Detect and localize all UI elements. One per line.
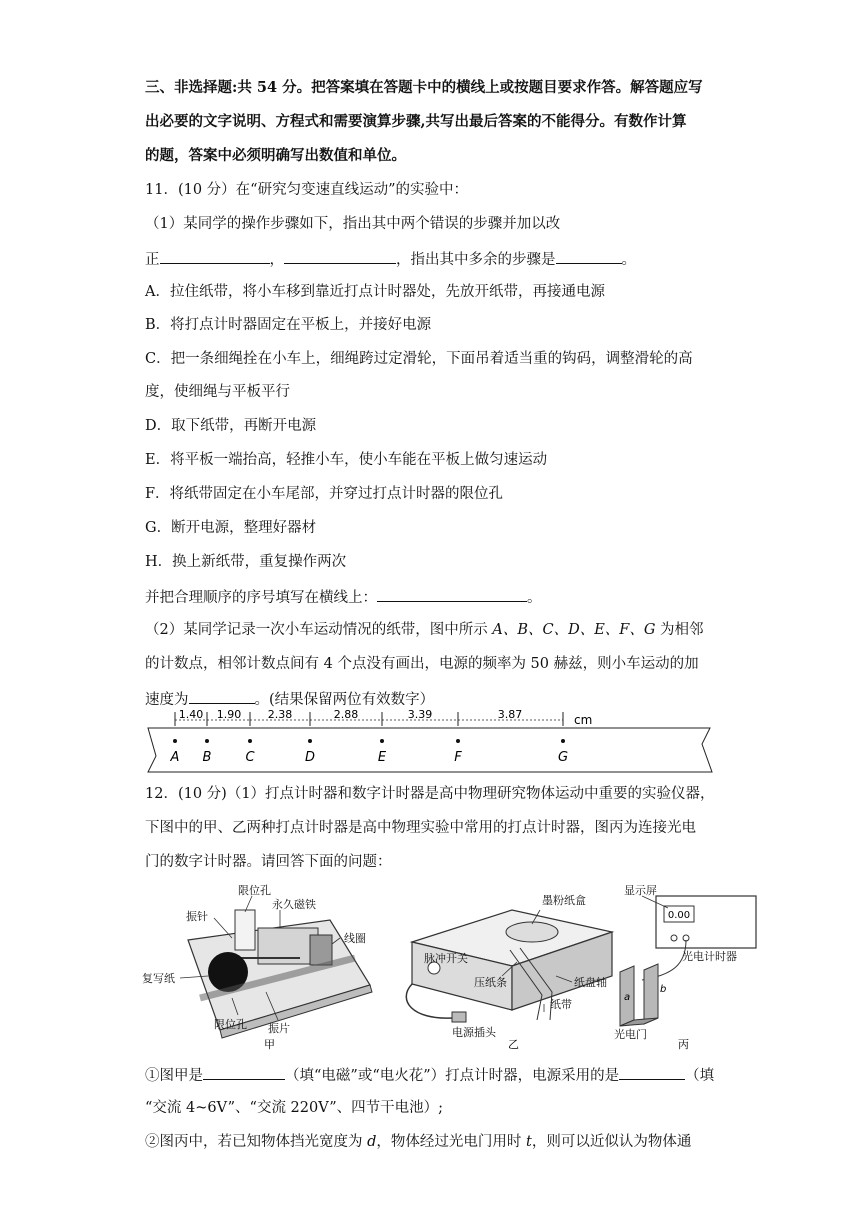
- yi-label-tape: 纸带: [550, 998, 572, 1011]
- section-instruction-line-3: 的题，答案中必须明确写出数值和单位。: [145, 147, 406, 164]
- segment-ef: 3.39: [407, 708, 433, 721]
- jia-label-coil: 线圈: [344, 932, 366, 945]
- bing-caption: 丙: [678, 1038, 689, 1050]
- segment-de: 2.88: [333, 708, 359, 721]
- q12-var-t: t: [526, 1134, 532, 1150]
- jia-label-needle: 振针: [186, 910, 208, 923]
- answer-blank-power-source[interactable]: [619, 1064, 685, 1080]
- jia-label-plate: 振片: [268, 1022, 290, 1035]
- yi-label-toner-box: 墨粉纸盒: [542, 894, 586, 907]
- q12-text: （填“电磁”或“电火花”）打点计时器，电源采用的是: [285, 1068, 620, 1084]
- tape-outline: [148, 728, 712, 772]
- q12-sub2-line1: [145, 1132, 691, 1152]
- step-c-line2: 度，使细绳与平板平行: [145, 384, 290, 400]
- step-h: H．换上新纸带，重复操作两次: [145, 554, 347, 570]
- q12-text: ，则可以近似认为物体通: [531, 1134, 692, 1150]
- q12-text: ①图甲是: [145, 1068, 203, 1084]
- bing-label-photogate: 光电门: [614, 1028, 647, 1041]
- yi-label-pulse-switch: 脉冲开关: [424, 952, 468, 965]
- yi-label-press-strip: 压纸条: [474, 976, 507, 989]
- tape-dots: [173, 739, 565, 743]
- q11-text: 。(结果保留两位有效数字）: [254, 692, 435, 708]
- answer-blank-2[interactable]: [284, 248, 396, 264]
- point-label-b: B: [202, 750, 212, 765]
- q11-part2-line1: [145, 620, 704, 640]
- bing-mark-b: b: [660, 984, 667, 995]
- segment-fg: 3.87: [497, 708, 523, 721]
- answer-blank-order[interactable]: [377, 586, 527, 602]
- q12-var-d: d: [367, 1134, 377, 1150]
- bing-gate-arm-b: [644, 964, 658, 1024]
- point-label-d: D: [304, 750, 316, 765]
- bing-mark-a: a: [624, 992, 631, 1003]
- step-b: B．将打点计时器固定在平板上，并接好电源: [145, 317, 432, 333]
- q12-sub1-line1: [145, 1064, 714, 1086]
- point-label-f: F: [454, 750, 462, 765]
- q11-order-line: [145, 586, 542, 608]
- q11-text: 。: [621, 252, 636, 268]
- paper-tape-diagram: [140, 704, 720, 774]
- figure-bing-photogate-timer: [612, 880, 762, 1050]
- step-g: G．断开电源，整理好器材: [145, 520, 317, 536]
- step-d: D．取下纸带，再断开电源: [145, 418, 317, 434]
- yi-caption: 乙: [508, 1038, 519, 1050]
- answer-blank-3[interactable]: [556, 248, 622, 264]
- q11-text: 速度为: [145, 692, 189, 708]
- yi-label-plug: 电源插头: [452, 1026, 496, 1039]
- tape-unit: cm: [574, 713, 593, 727]
- q11-text: ，指出其中多余的步骤是: [396, 252, 556, 268]
- q11-text: 。: [527, 590, 542, 606]
- section-instruction-line-1: 三、非选择题:共 54 分。把答案填在答题卡中的横线上或按题目要求作答。解答题应写: [145, 79, 703, 96]
- answer-blank-acceleration[interactable]: [189, 688, 255, 704]
- q11-header: 11．(10 分）在“研究匀变速直线运动”的实验中：: [145, 182, 468, 198]
- segment-cd: 2.38: [267, 708, 293, 721]
- q12-line3: 门的数字计时器。请回答下面的问题：: [145, 854, 392, 870]
- yi-plug: [452, 1012, 466, 1022]
- point-label-a: A: [170, 750, 180, 765]
- q11-part2-line2: 的计数点，相邻计数点间有 4 个点没有画出，电源的频率为 50 赫兹，则小车运动的加: [145, 656, 699, 672]
- step-e: E．将平板一端抬高，轻推小车，使小车能在平板上做匀速运动: [145, 452, 548, 468]
- q12-line1: 12．(10 分)（1）打点计时器和数字计时器是高中物理研究物体运动中重要的实验仪器，: [145, 786, 715, 802]
- point-label-g: G: [557, 750, 569, 765]
- point-label-c: C: [245, 750, 255, 765]
- jia-label-carbon-paper: 复写纸: [142, 972, 175, 985]
- answer-blank-timer-type[interactable]: [203, 1064, 285, 1080]
- q11-points: A、B、C、D、E、F、G: [492, 622, 656, 638]
- yi-label-reel-axis: 纸盘轴: [574, 976, 607, 989]
- q11-text: （2）某同学记录一次小车运动情况的纸带，图中所示: [145, 622, 493, 638]
- figure-jia-electromagnetic-timer: [140, 880, 380, 1050]
- section-instruction-line-2: 出必要的文字说明、方程式和需要演算步骤,共写出最后答案的不能得分。有数作计算: [145, 113, 687, 130]
- q11-part1-line2: [145, 248, 636, 270]
- figure-yi-spark-timer: [392, 880, 632, 1050]
- q12-text: ，物体经过光电门用时: [376, 1134, 527, 1150]
- point-label-e: E: [377, 750, 387, 765]
- bing-label-display: 显示屏: [624, 884, 657, 897]
- bing-label-timer: 光电计时器: [682, 950, 737, 963]
- answer-blank-1[interactable]: [160, 248, 270, 264]
- step-c-line1: C．把一条细绳拴在小车上，细绳跨过定滑轮，下面吊着适当重的钩码，调整滑轮的高: [145, 351, 693, 367]
- jia-limit-hole-top: [235, 910, 255, 950]
- jia-caption: 甲: [264, 1038, 275, 1050]
- step-f: F．将纸带固定在小车尾部，并穿过打点计时器的限位孔: [145, 486, 504, 502]
- jia-label-limit-hole-bottom: 限位孔: [214, 1018, 247, 1031]
- q11-text: ，: [269, 252, 284, 268]
- q11-text: 为相邻: [655, 622, 704, 638]
- q12-sub1-line2: “交流 4~6V”、“交流 220V”、四节干电池）;: [145, 1100, 444, 1116]
- yi-toner-box: [506, 922, 558, 942]
- segment-bc: 1.90: [216, 708, 242, 721]
- q11-text: 并把合理顺序的序号填写在横线上：: [145, 590, 377, 606]
- q12-text: ②图丙中，若已知物体挡光宽度为: [145, 1134, 368, 1150]
- q12-text: （填: [685, 1068, 715, 1084]
- jia-coil: [310, 935, 332, 965]
- bing-display-value: 0.00: [667, 910, 691, 921]
- q11-part1-line1: （1）某同学的操作步骤如下，指出其中两个错误的步骤并加以改: [145, 216, 561, 232]
- jia-label-limit-hole-top: 限位孔: [238, 884, 271, 897]
- q11-text: 正: [145, 252, 160, 268]
- jia-label-magnet: 永久磁铁: [272, 898, 316, 911]
- step-a: A．拉住纸带，将小车移到靠近打点计时器处，先放开纸带，再接通电源: [145, 284, 605, 300]
- segment-ab: 1.40: [178, 708, 204, 721]
- q12-line2: 下图中的甲、乙两种打点计时器是高中物理实验中常用的打点计时器，图丙为连接光电: [145, 820, 696, 836]
